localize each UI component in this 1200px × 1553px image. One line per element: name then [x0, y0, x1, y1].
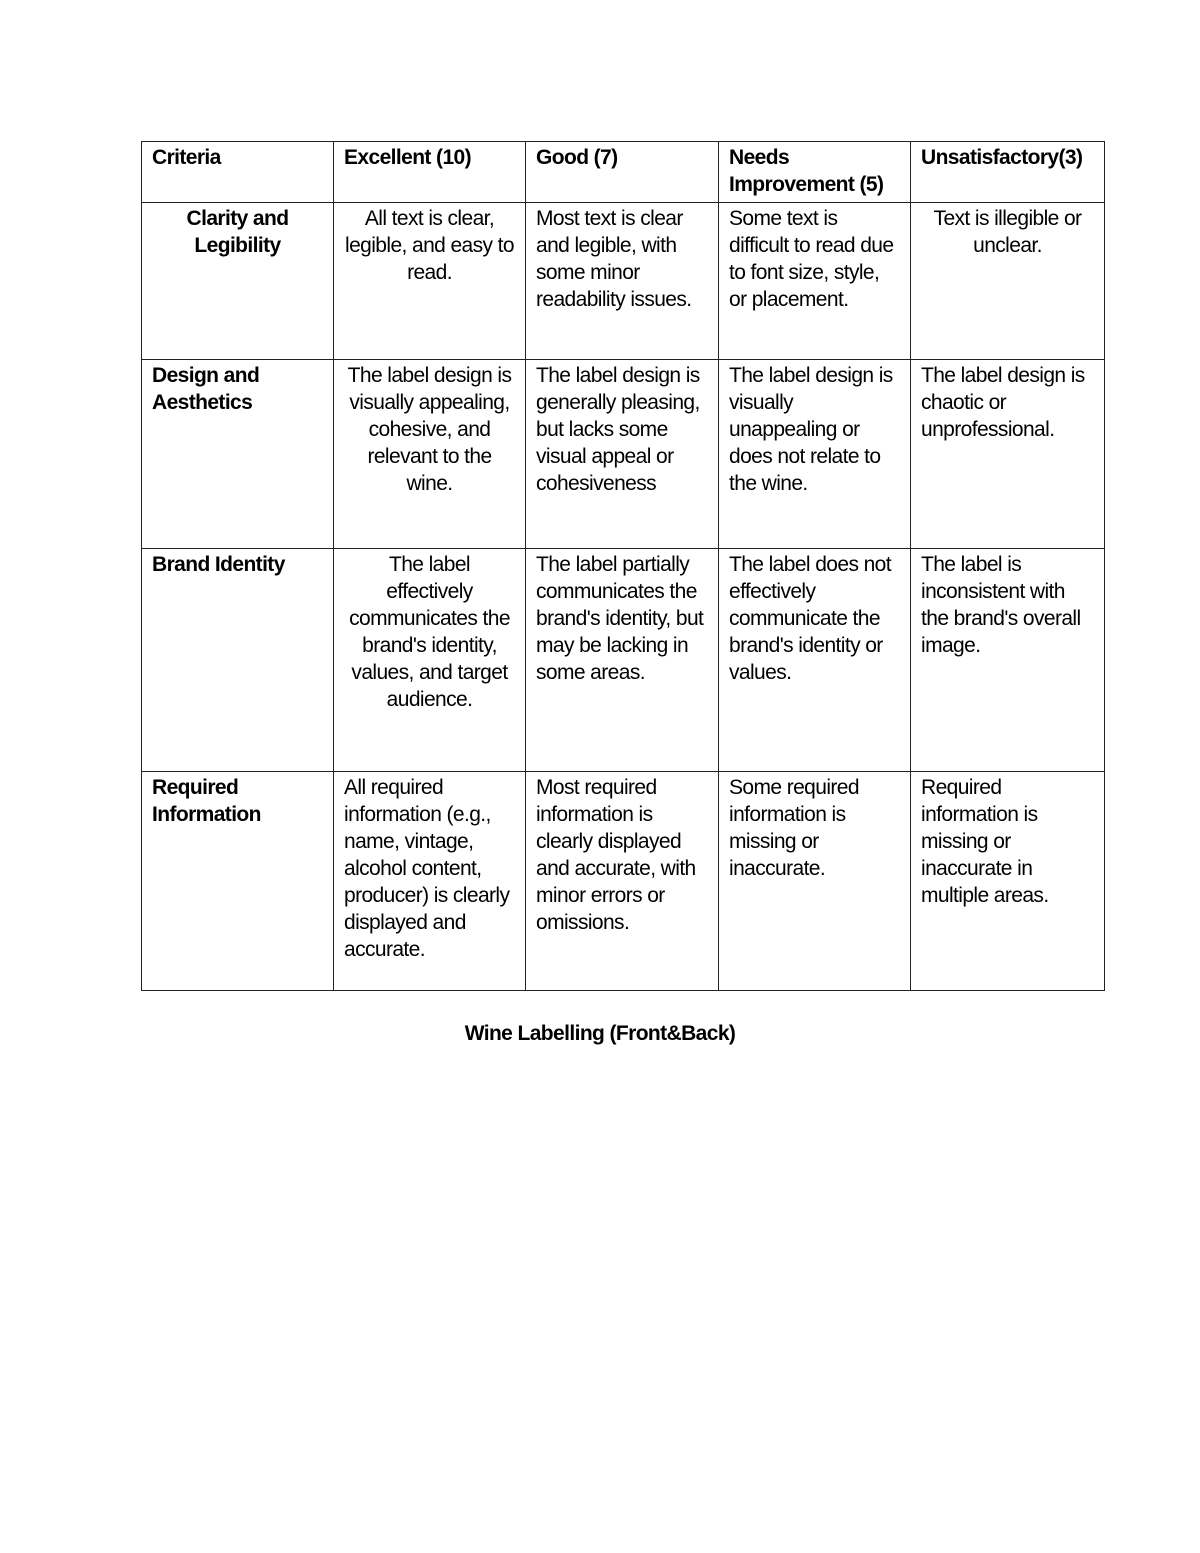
needs-improvement-cell: The label design is visually unappealing or does not relate to the wine. [719, 360, 911, 549]
good-cell: The label design is generally pleasing, but lacks some visual appeal or cohesiveness [526, 360, 719, 549]
rubric-table [141, 141, 1105, 991]
criteria-cell: Required Information [142, 772, 334, 991]
excellent-cell: The label design is visually appealing, cohesive, and relevant to the wine. [334, 360, 526, 549]
needs-improvement-cell: Some text is difficult to read due to font size, style, or placement. [719, 203, 911, 360]
header-needs-improvement: Needs Improvement (5) [719, 142, 911, 203]
table-row [142, 772, 1105, 991]
good-cell: The label partially communicates the brand's identity, but may be lacking in some areas. [526, 549, 719, 772]
good-cell: Most required information is clearly displayed and accurate, with minor errors or omissions. [526, 772, 719, 991]
criteria-cell: Design and Aesthetics [142, 360, 334, 549]
excellent-cell: All required information (e.g., name, vintage, alcohol content, producer) is clearly displayed and accurate. [334, 772, 526, 991]
table-row [142, 360, 1105, 549]
table-row [142, 203, 1105, 360]
criteria-cell: Brand Identity [142, 549, 334, 772]
good-cell: Most text is clear and legible, with some minor readability issues. [526, 203, 719, 360]
table-caption: Wine Labelling (Front&Back) [464, 1022, 736, 1045]
needs-improvement-cell: Some required information is missing or inaccurate. [719, 772, 911, 991]
needs-improvement-cell: The label does not effectively communicate the brand's identity or values. [719, 549, 911, 772]
header-good: Good (7) [526, 142, 719, 203]
unsatisfactory-cell: Required information is missing or inaccurate in multiple areas. [911, 772, 1105, 991]
header-excellent: Excellent (10) [334, 142, 526, 203]
table-header-row [142, 142, 1105, 203]
unsatisfactory-cell: Text is illegible or unclear. [911, 203, 1105, 360]
unsatisfactory-cell: The label design is chaotic or unprofessional. [911, 360, 1105, 549]
excellent-cell: All text is clear, legible, and easy to read. [334, 203, 526, 360]
excellent-cell: The label effectively communicates the brand's identity, values, and target audience. [334, 549, 526, 772]
table-row [142, 549, 1105, 772]
header-unsatisfactory: Unsatisfactory(3) [911, 142, 1105, 203]
criteria-cell: Clarity and Legibility [142, 203, 334, 360]
unsatisfactory-cell: The label is inconsistent with the brand's overall image. [911, 549, 1105, 772]
header-criteria: Criteria [142, 142, 334, 203]
